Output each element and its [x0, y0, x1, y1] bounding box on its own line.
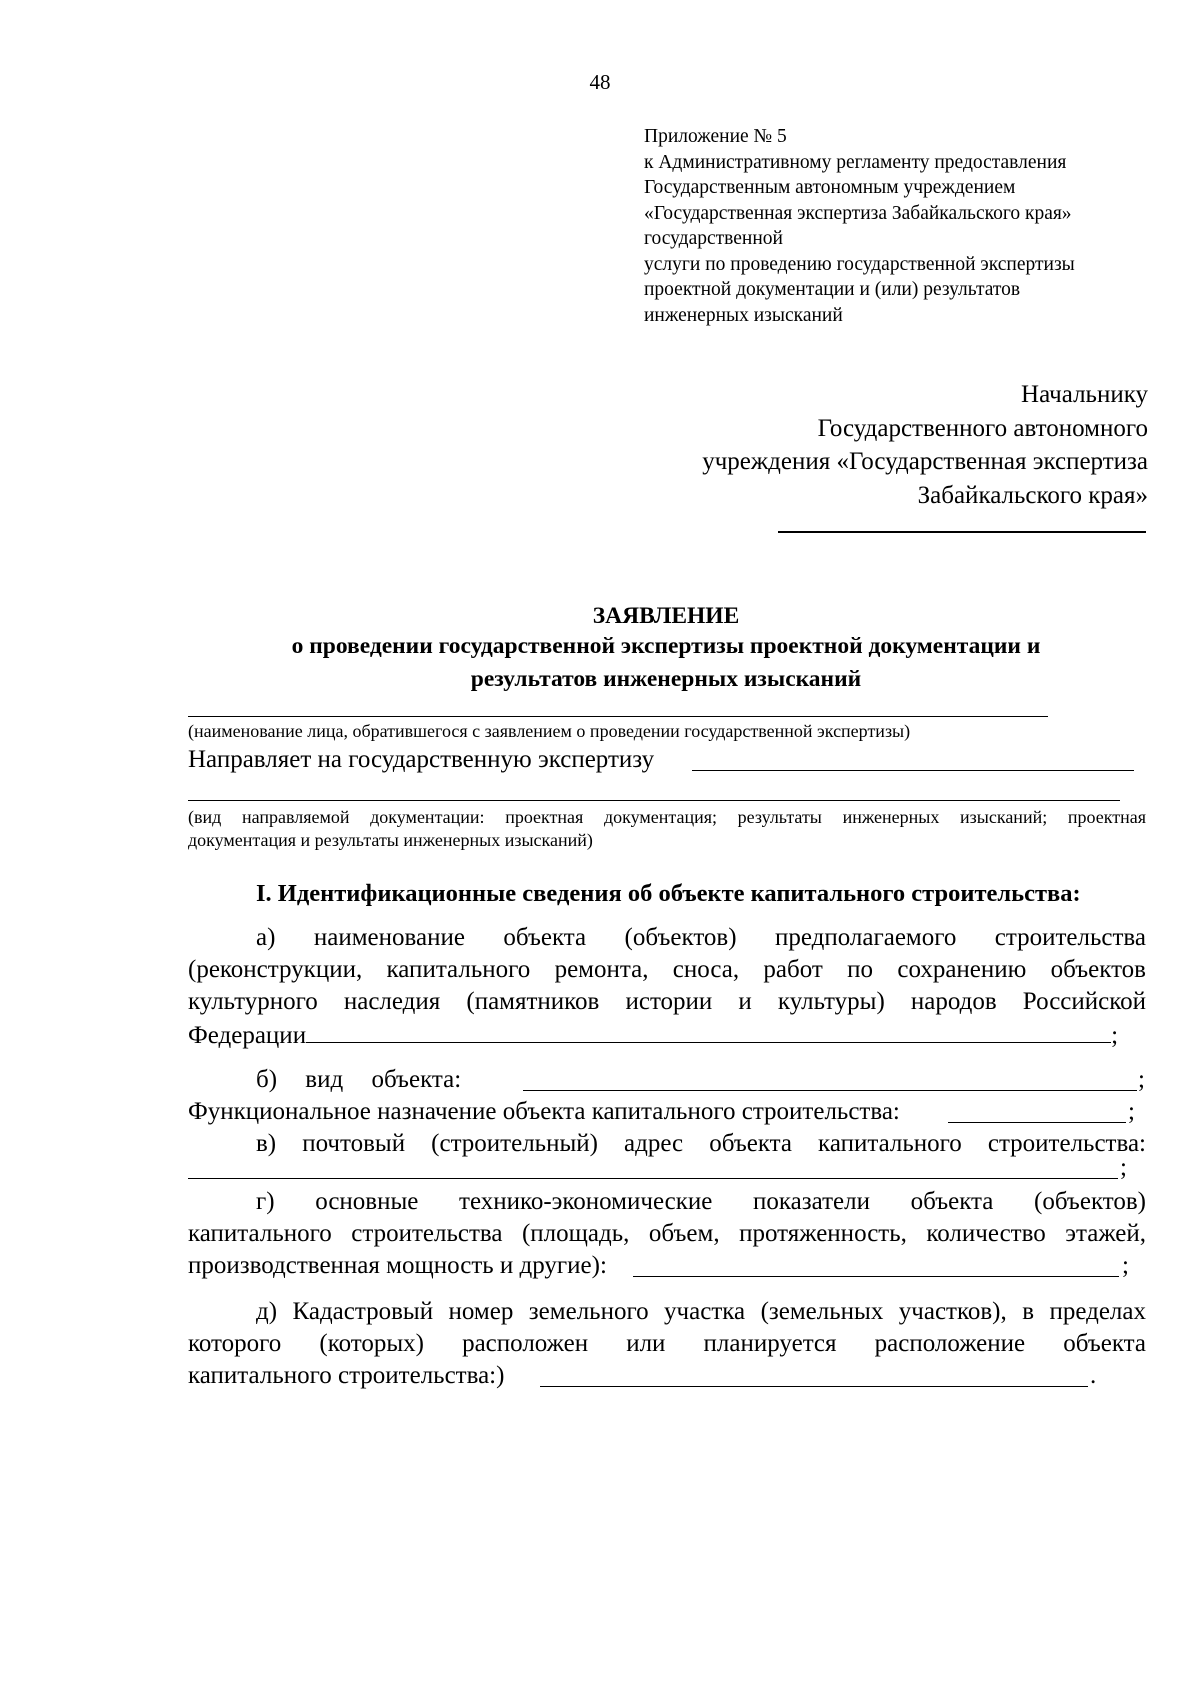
object-type-blank[interactable]: [523, 1090, 1137, 1091]
indicators-end: ;: [1122, 1252, 1129, 1279]
item-a-last-line: [188, 1018, 1146, 1052]
cadastral-end: .: [1090, 1362, 1097, 1389]
cadastral-blank[interactable]: [540, 1386, 1088, 1387]
subtitle-line: результатов инженерных изысканий: [470, 666, 862, 692]
item-g-last-line: [188, 1250, 1146, 1282]
item-a-line: а) наименование объекта (объектов) предполагаемого строительства: [256, 924, 1146, 951]
applicant-name-blank[interactable]: [188, 716, 1048, 717]
appendix-line: к Административному регламенту предоставления: [644, 151, 1067, 173]
item-a-label: Федерации: [188, 1022, 307, 1049]
applicant-note: (наименование лица, обратившегося с заявлением о проведении государственной экспертизы): [188, 721, 911, 741]
section-heading: I. Идентификационные сведения об объекте капитального строительства:: [256, 880, 1081, 907]
item-a-line: культурного наследия (памятников истории и культуры) народов Российской: [188, 988, 1146, 1015]
document-subtitle: [0, 630, 1200, 696]
addressee-line: Начальнику: [1021, 381, 1148, 408]
appendix-line: государственной: [644, 228, 783, 249]
appendix-block: [644, 124, 1075, 328]
item-a-end: ;: [1111, 1022, 1119, 1049]
subtitle-line: о проведении государственной экспертизы проектной документации и: [291, 633, 1041, 659]
function-label: Функциональное назначение объекта капитального строительства:: [188, 1098, 900, 1125]
addressee-line: Забайкальского края»: [917, 481, 1148, 509]
document-title: ЗАЯВЛЕНИЕ: [592, 603, 740, 629]
addressee-line: учреждения «Государственная экспертиза: [702, 448, 1148, 475]
doc-type-blank[interactable]: [188, 800, 1120, 801]
address-blank[interactable]: [188, 1178, 1118, 1179]
appendix-line: Государственным автономным учреждением: [644, 177, 1016, 198]
item-b-function-line: [188, 1096, 1146, 1128]
directs-blank[interactable]: [692, 770, 1134, 771]
indicators-label: производственная мощность и другие):: [188, 1252, 607, 1279]
doc-type-note-line: (вид направляемой документации: проектная документация; результаты инженерных изысканий; проектная: [188, 807, 1146, 827]
appendix-line: инженерных изысканий: [644, 304, 843, 326]
directs-label: Направляет на государственную экспертизу: [188, 746, 655, 773]
item-b-end: ;: [1138, 1066, 1145, 1093]
object-name-blank[interactable]: [306, 1018, 1111, 1043]
page-number: 48: [589, 70, 611, 94]
item-g-line: капитального строительства (площадь, объем, протяженность, количество этажей,: [188, 1220, 1146, 1247]
item-b-label: б) вид объекта:: [256, 1066, 462, 1093]
appendix-line: Приложение № 5: [644, 126, 787, 147]
appendix-line: проектной документации и (или) результатов: [644, 279, 1021, 300]
item-b-line: [256, 1064, 1200, 1096]
item-v-line: в) почтовый (строительный) адрес объекта капитального строительства:: [256, 1130, 1146, 1157]
function-blank[interactable]: [948, 1122, 1126, 1123]
item-g-line: г) основные технико-экономические показатели объекта (объектов): [256, 1188, 1146, 1215]
item-d-line: которого (которых) расположен или планируется расположение объекта: [188, 1330, 1146, 1357]
addressee-line: Государственного автономного: [817, 414, 1148, 442]
item-d-last-line: [188, 1360, 1146, 1392]
doc-type-note-line: документация и результаты инженерных изысканий): [188, 830, 593, 850]
indicators-blank[interactable]: [633, 1276, 1119, 1277]
function-end: ;: [1128, 1098, 1135, 1125]
cadastral-label: капитального строительства:): [188, 1362, 505, 1389]
addressee-block: [702, 378, 1148, 512]
address-end: ;: [1120, 1154, 1127, 1181]
item-a-line: (реконструкции, капитального ремонта, сноса, работ по сохранению объектов: [188, 956, 1146, 983]
addressee-name-blank[interactable]: [778, 531, 1146, 533]
appendix-line: услуги по проведению государственной экспертизы: [644, 253, 1075, 275]
item-d-line: д) Кадастровый номер земельного участка (земельных участков), в пределах: [256, 1298, 1146, 1325]
appendix-line: «Государственная экспертиза Забайкальского края»: [644, 202, 1072, 224]
